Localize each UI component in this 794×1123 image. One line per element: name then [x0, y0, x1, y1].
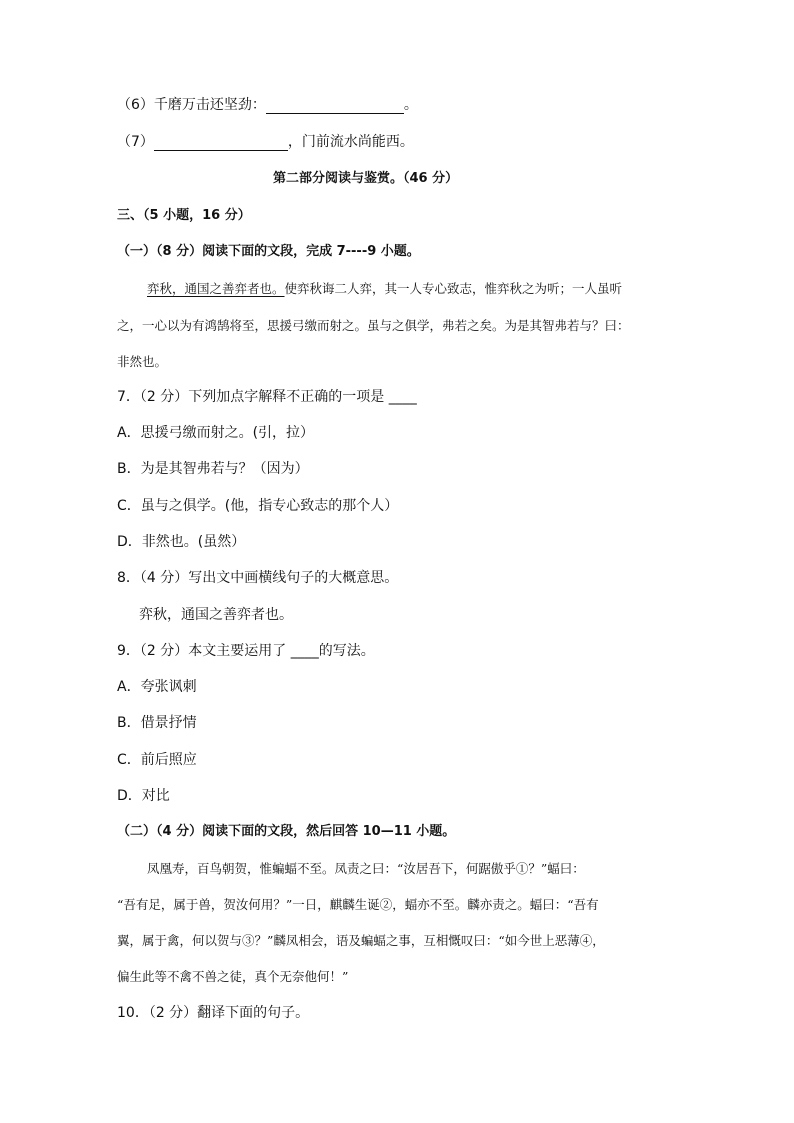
passage1-line-2: 之，一心以为有鸿鹄将至，思援弓缴而射之。虽与之俱学，弗若之矣。为是其智弗若与？曰：	[117, 318, 630, 333]
q7-option-a[interactable]: A．思援弓缴而射之。(引，拉）	[117, 425, 315, 441]
section3-heading: 三、（5 小题，16 分）	[117, 208, 251, 223]
question-6-line	[117, 96, 418, 114]
question-9-stem: 9．（2 分）本文主要运用了 ____的写法。	[117, 643, 375, 659]
q9-option-b[interactable]: B．借景抒情	[117, 715, 197, 731]
q7-option-b[interactable]: B．为是其智弗若与？（因为）	[117, 461, 309, 477]
passage2-line-2: “吾有足，属于兽，贺汝何用？”一日，麒麟生诞②，蝠亦不至。麟亦责之。蝠曰：“吾有	[117, 897, 599, 912]
question-8-stem: 8．（4 分）写出文中画横线句子的大概意思。	[117, 570, 399, 586]
passage1-line-3: 非然也。	[117, 354, 168, 369]
q7-option-c[interactable]: C．虽与之俱学。(他，指专心致志的那个人）	[117, 498, 399, 514]
question-7-stem: 7．（2 分）下列加点字解释不正确的一项是 ____	[117, 389, 417, 405]
answer-blank-q6[interactable]	[266, 98, 404, 114]
q6-prefix: （6）千磨万击还坚劲：	[117, 97, 266, 113]
passage1-underlined-sentence: 弈秋，通国之善弈者也。	[147, 281, 285, 296]
answer-blank-q7[interactable]	[154, 135, 288, 151]
q9-option-a[interactable]: A．夸张讽刺	[117, 679, 197, 695]
passage2-line-3: 翼，属于禽，何以贺与③？”麟凤相会，语及蝙蝠之事，互相慨叹曰：“如今世上恶薄④，	[117, 933, 605, 948]
question-10-stem: 10．（2 分）翻译下面的句子。	[117, 1005, 310, 1021]
question-7-line	[117, 133, 414, 151]
passage2-line-1: 凤凰寿，百鸟朝贺，惟蝙蝠不至。凤责之曰：“汝居吾下，何踞傲乎①？”蝠曰：	[147, 861, 585, 876]
q7-option-d[interactable]: D．非然也。(虽然）	[117, 534, 246, 550]
passage1-line-1	[147, 280, 622, 298]
question-8-sentence: 弈秋，通国之善弈者也。	[139, 607, 293, 623]
q7-prefix: （7）	[117, 134, 154, 150]
q6-suffix: 。	[403, 97, 418, 113]
passage2-heading: （二）（4 分）阅读下面的文段，然后回答 10—11 小题。	[117, 824, 456, 839]
passage2-line-4: 偏生此等不禽不兽之徒，真个无奈他何！”	[117, 969, 349, 984]
part2-heading: 第二部分阅读与鉴赏。（46 分）	[273, 171, 459, 186]
q9-option-c[interactable]: C．前后照应	[117, 752, 197, 768]
q7-suffix: ，门前流水尚能西。	[287, 134, 414, 150]
passage1-heading: （一）（8 分）阅读下面的文段，完成 7----9 小题。	[117, 244, 420, 259]
passage1-line-1-rest: 使弈秋诲二人弈，其一人专心致志，惟弈秋之为听；一人虽听	[284, 281, 623, 296]
q9-option-d[interactable]: D．对比	[117, 788, 170, 804]
